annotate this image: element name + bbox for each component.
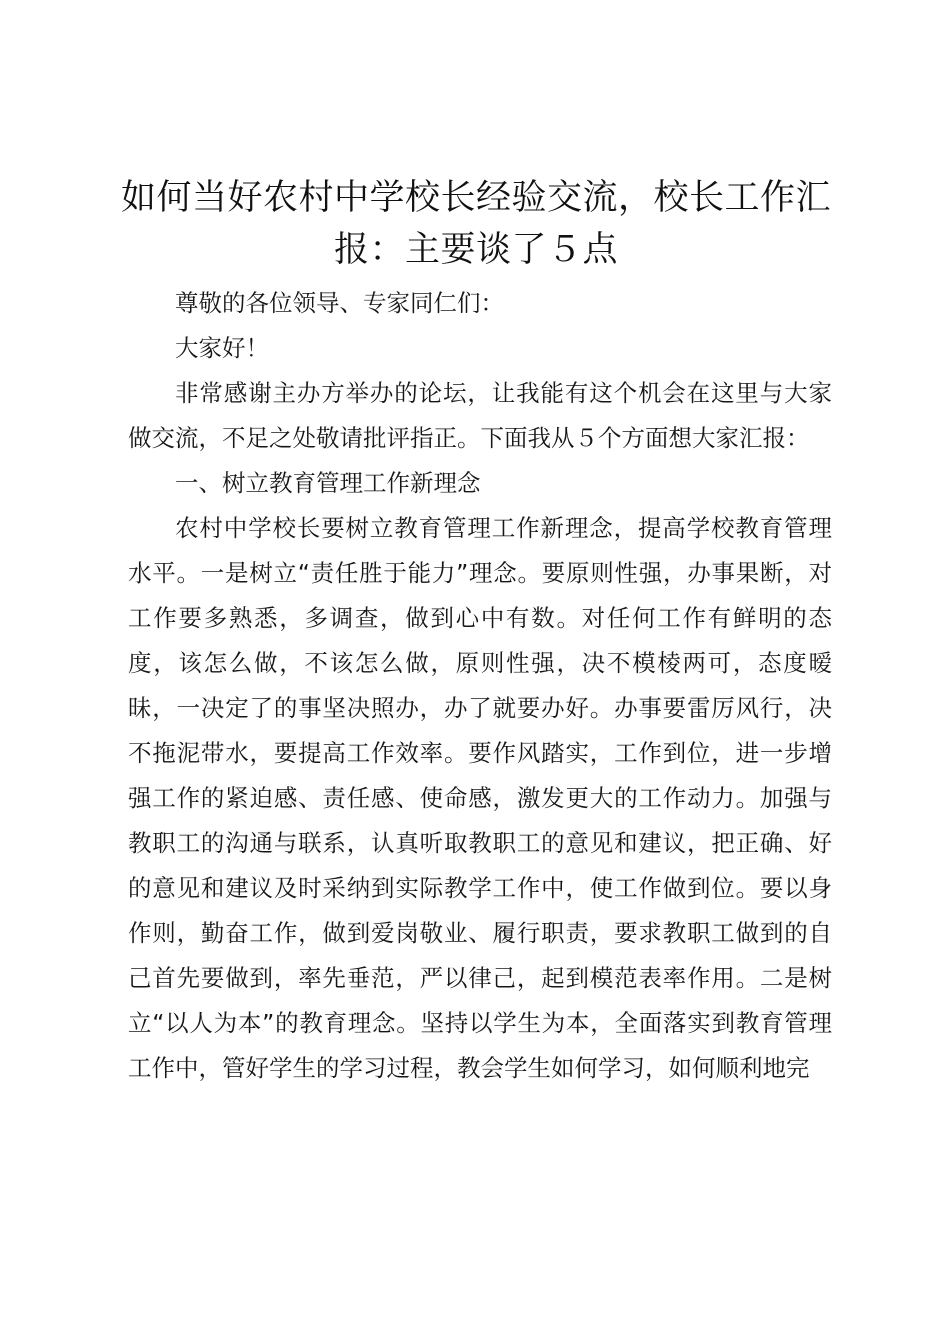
greeting-paragraph: 大家好！	[175, 334, 269, 362]
document-body	[128, 281, 832, 1091]
section-heading: 一、树立教育管理工作新理念	[175, 469, 481, 497]
section-body-paragraph: 农村中学校长要树立教育管理工作新理念，提高学校教育管理水平。一是树立“责任胜于能力”理念。要原则性强，办事果断，对工作要多熟悉，多调查，做到心中有数。对任何工作有鲜明的态度，该怎么做，不该怎么做，原则性强，决不模棱两可，态度暧昧，一决定了的事坚决照办，办了就要办好。办事要雷厉风行，决不拖泥带水，要提高工作效率。要作风踏实，工作到位，进一步增强工作的紧迫感、责任感、使命感，激发更大的工作动力。加强与教职工的沟通与联系，认真听取教职工的意见和建议，把正确、好的意见和建议及时采纳到实际教学工作中，使工作做到位。要以身作则，勤奋工作，做到爱岗敬业、履行职责，要求教职工做到的自己首先要做到，率先垂范，严以律己，起到模范表率作用。二是树立“以人为本”的教育理念。坚持以学生为本，全面落实到教育管理工作中，管好学生的学习过程，教会学生如何学习，如何顺利地完	[128, 514, 832, 1082]
intro-paragraph: 非常感谢主办方举办的论坛，让我能有这个机会在这里与大家做交流，不足之处敬请批评指正。下面我从５个方面想大家汇报：	[128, 379, 832, 452]
document-title: 如何当好农村中学校长经验交流，校长工作汇报：主要谈了５点	[120, 178, 831, 270]
salutation-paragraph: 尊敬的各位领导、专家同仁们：	[175, 289, 504, 317]
